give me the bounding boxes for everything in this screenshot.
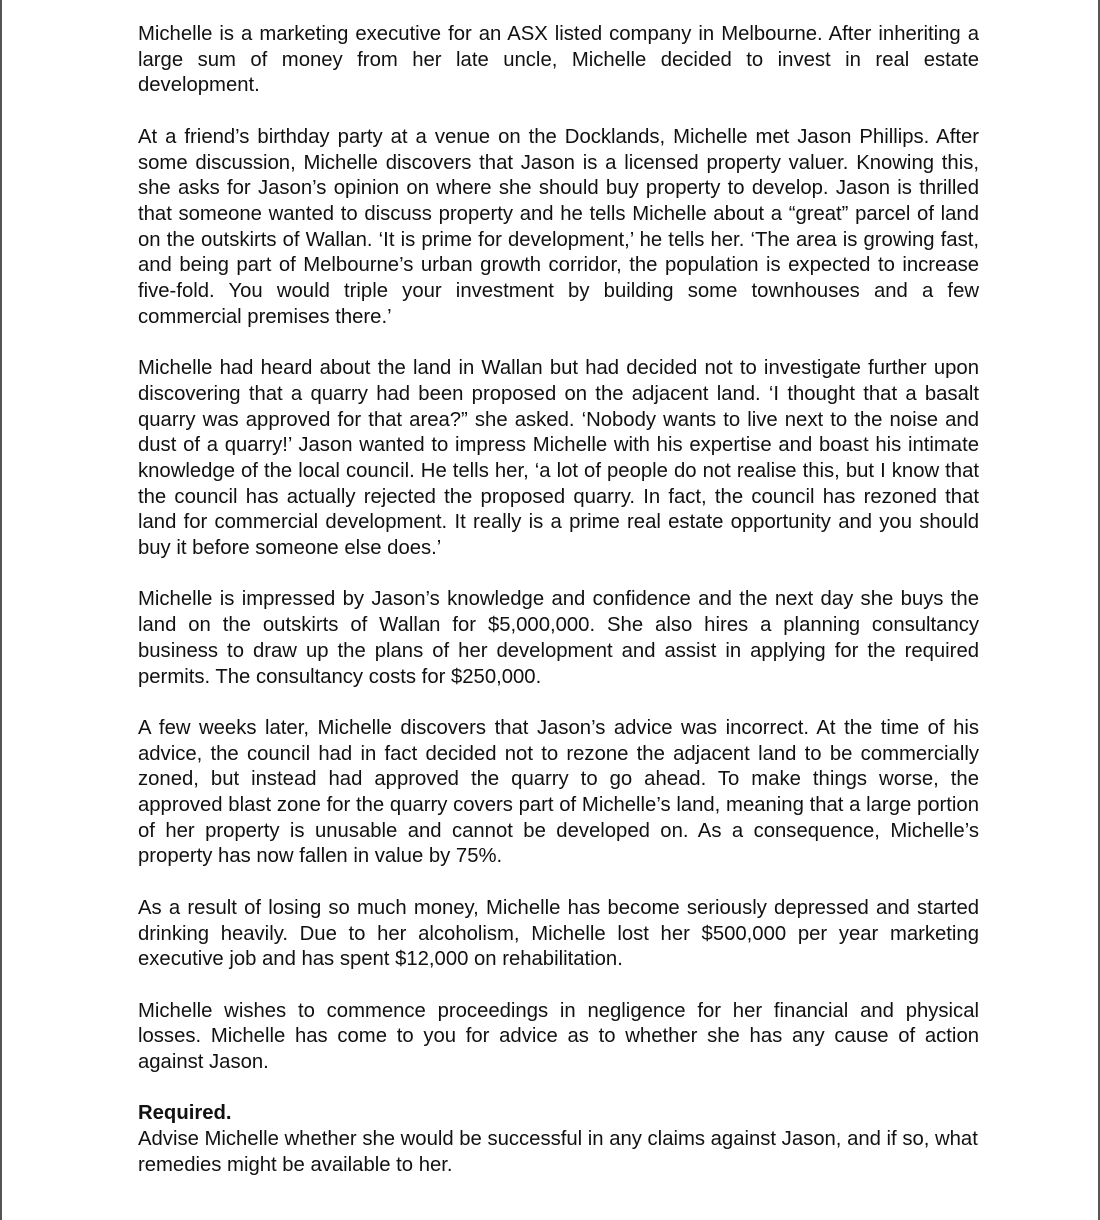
required-heading: Required. [138, 1102, 232, 1125]
paragraph-party-meeting: At a friend’s birthday party at a venue on the Docklands, Michelle met Jason Phillips. After some discussion, Michelle discovers that Jason is a licensed property valuer. Knowing this, she asks for Jason’s opinion on where she should buy property to develop. Jason is thrilled that someone wanted to discuss property and he tells Michelle about a “great” parcel of land on the outskirts of Wallan. ‘It is prime for development,’ he tells her. ‘The area is growing fast, and being part of Melbourne’s urban growth corridor, the population is expected to increase five-fold. You would triple your investment by building some townhouses and a few commercial premises there.’ [138, 125, 979, 328]
paragraph-quarry-discussion: Michelle had heard about the land in Wallan but had decided not to investigate further upon discovering that a quarry had been proposed on the adjacent land. ‘I thought that a basalt quarry was approved for that area?” she asked. ‘Nobody wants to live next to the noise and dust of a quarry!’ Jason wanted to impress Michelle with his expertise and boast his intimate knowledge of the local council. He tells her, ‘a lot of people do not realise this, but I know that the council has actually rejected the proposed quarry. In fact, the council has rezoned that land for commercial development. It really is a prime real estate opportunity and you should buy it before someone else does.’ [138, 357, 979, 560]
paragraph-intro: Michelle is a marketing executive for an ASX listed company in Melbourne. After inheriting a large sum of money from her late uncle, Michelle decided to invest in real estate development. [138, 23, 979, 97]
required-text: Advise Michelle whether she would be successful in any claims against Jason, and if so, what remedies might be available to her. [138, 1128, 978, 1176]
paragraph-consequences: As a result of losing so much money, Michelle has become seriously depressed and started drinking heavily. Due to her alcoholism, Michelle lost her $500,000 per year marketing executive job and has spent $12,000 on rehabilitation. [138, 896, 979, 971]
paragraph-purchase: Michelle is impressed by Jason’s knowledge and confidence and the next day she buys the land on the outskirts of Wallan for $5,000,000. She also hires a planning consultancy business to draw up the plans of her development and assist in applying for the required permits. The consultancy costs for $250,000. [138, 588, 979, 688]
paragraph-discovery: A few weeks later, Michelle discovers that Jason’s advice was incorrect. At the time of his advice, the council had in fact decided not to rezone the adjacent land to be commercially zoned, but instead had approved the quarry to go ahead. To make things worse, the approved blast zone for the quarry covers part of Michelle’s land, meaning that a large portion of her property is unusable and cannot be developed on. As a consequence, Michelle’s property has now fallen in value by 75%. [138, 716, 979, 868]
paragraph-proceedings: Michelle wishes to commence proceedings in negligence for her financial and physical losses. Michelle has come to you for advice as to whether she has any cause of action against Jason. [138, 999, 979, 1074]
page-left-border [0, 0, 2, 1220]
document-body [138, 22, 979, 1179]
